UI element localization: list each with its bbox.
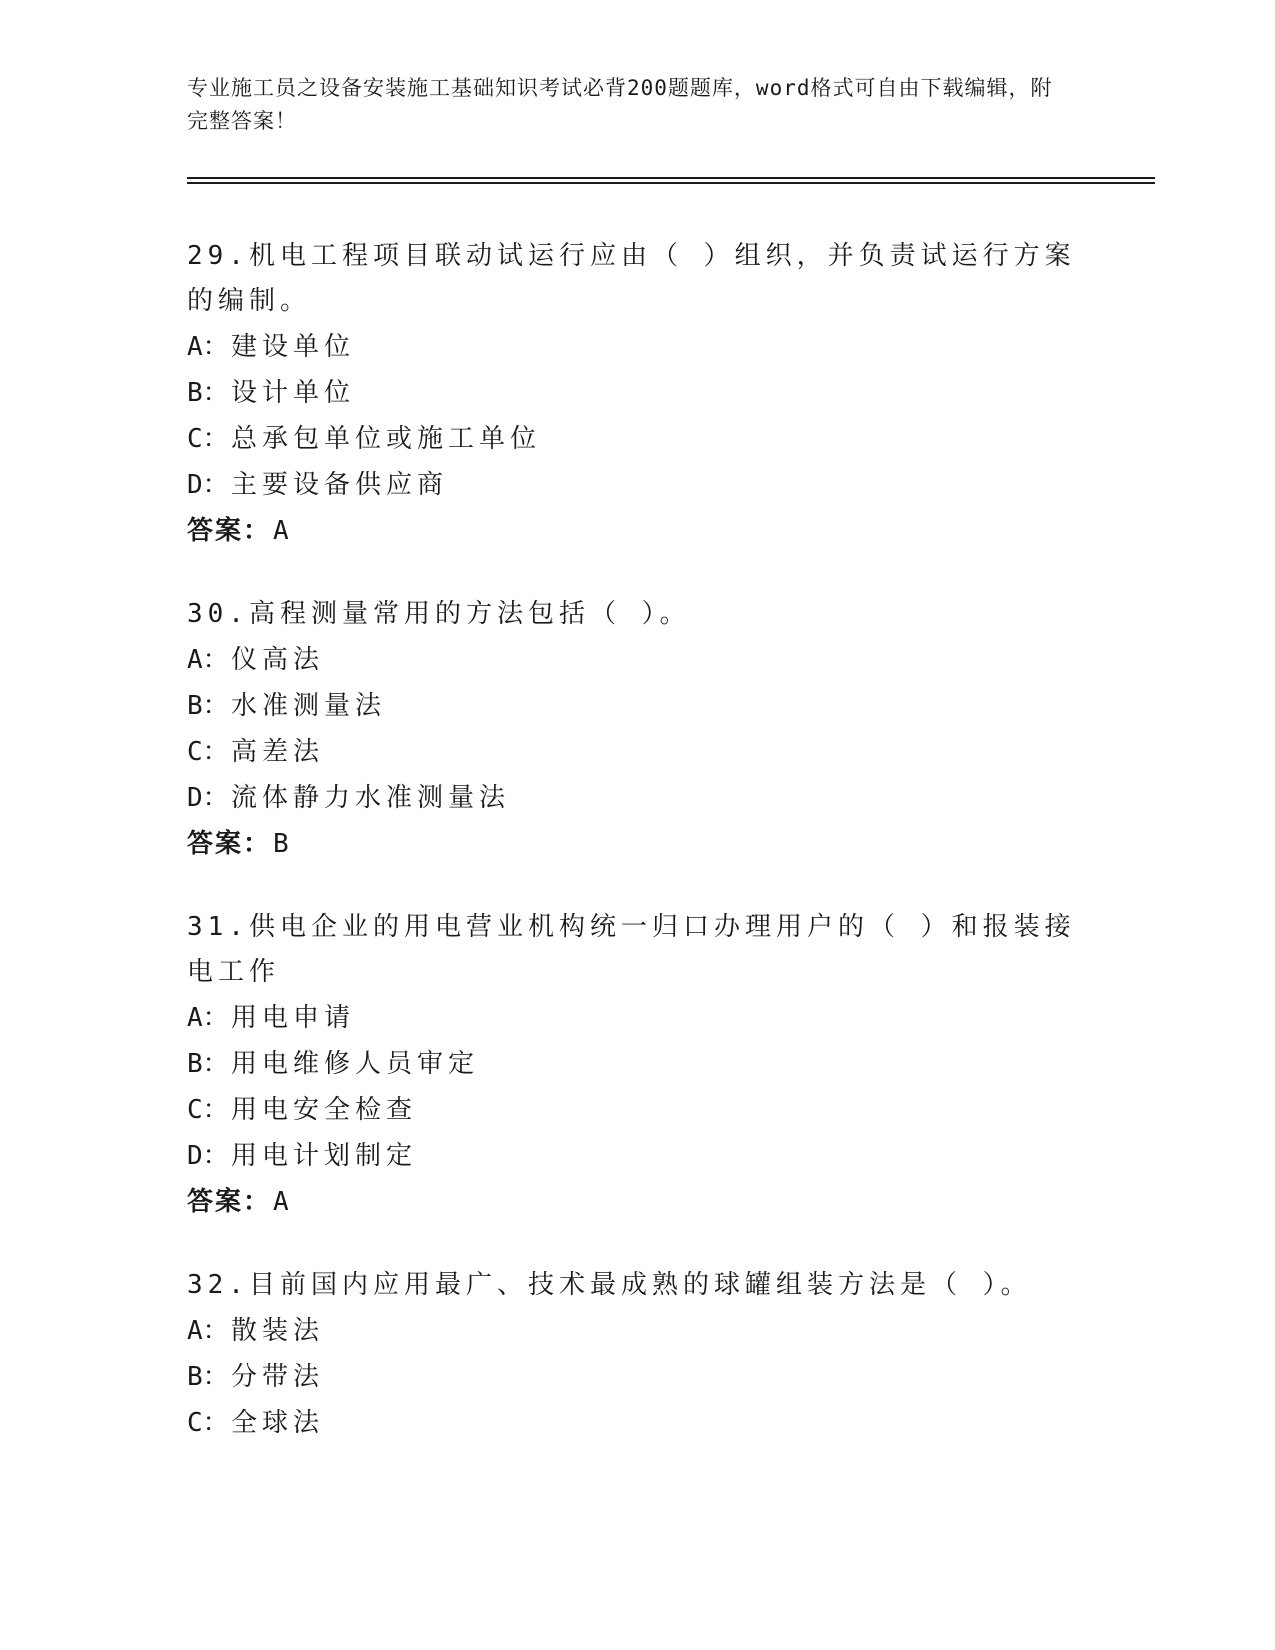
question-stem: 31.供电企业的用电营业机构统一归口办理用户的（ ）和报装接电工作 (187, 912, 1076, 987)
option-key: B： (187, 1362, 229, 1392)
option-a (187, 1308, 1087, 1354)
option-a (187, 324, 1087, 370)
option-c (187, 729, 1087, 775)
option-key: D： (187, 470, 229, 500)
option-d (187, 462, 1087, 508)
option-key: A： (187, 645, 229, 675)
option-a (187, 995, 1087, 1041)
option-key: C： (187, 737, 229, 767)
question-stem: 30.高程测量常用的方法包括（ ）。 (187, 599, 691, 629)
option-text: 全球法 (231, 1408, 325, 1438)
option-text: 仪高法 (231, 645, 325, 675)
question-29 (187, 234, 1087, 554)
question-30 (187, 592, 1087, 867)
option-b (187, 1041, 1087, 1087)
option-text: 散装法 (231, 1316, 325, 1346)
answer-label: 答案： (187, 1187, 272, 1217)
option-key: B： (187, 1049, 229, 1079)
option-text: 水准测量法 (231, 691, 387, 721)
question-31 (187, 905, 1087, 1225)
question-stem: 32.目前国内应用最广、技术最成熟的球罐组装方法是（ ）。 (187, 1270, 1032, 1300)
header-divider-bottom (187, 182, 1155, 184)
option-c (187, 1400, 1087, 1446)
option-text: 建设单位 (231, 332, 356, 362)
option-key: A： (187, 1003, 229, 1033)
option-text: 用电计划制定 (231, 1141, 418, 1171)
answer-label: 答案： (187, 516, 272, 546)
question-32 (187, 1263, 1087, 1446)
option-b (187, 683, 1087, 729)
option-text: 用电维修人员审定 (231, 1049, 480, 1079)
answer-value: B (273, 829, 291, 859)
option-text: 分带法 (231, 1362, 325, 1392)
option-key: A： (187, 332, 229, 362)
option-text: 用电申请 (231, 1003, 356, 1033)
question-stem: 29.机电工程项目联动试运行应由（ ）组织，并负责试运行方案的编制。 (187, 241, 1076, 316)
option-d (187, 775, 1087, 821)
answer-line (187, 508, 1087, 554)
option-key: C： (187, 1095, 229, 1125)
option-key: C： (187, 1408, 229, 1438)
question-list (187, 234, 1087, 1484)
header-divider-top (187, 177, 1155, 179)
option-text: 设计单位 (231, 378, 356, 408)
option-text: 主要设备供应商 (231, 470, 449, 500)
option-c (187, 416, 1087, 462)
option-c (187, 1087, 1087, 1133)
option-text: 流体静力水准测量法 (231, 783, 511, 813)
option-key: B： (187, 378, 229, 408)
option-key: D： (187, 783, 229, 813)
option-key: D： (187, 1141, 229, 1171)
option-a (187, 637, 1087, 683)
answer-label: 答案： (187, 829, 272, 859)
option-text: 用电安全检查 (231, 1095, 418, 1125)
answer-value: A (273, 1187, 291, 1217)
option-d (187, 1133, 1087, 1179)
answer-line (187, 821, 1087, 867)
option-b (187, 1354, 1087, 1400)
option-key: B： (187, 691, 229, 721)
answer-value: A (273, 516, 291, 546)
option-key: A： (187, 1316, 229, 1346)
option-key: C： (187, 424, 229, 454)
option-b (187, 370, 1087, 416)
option-text: 总承包单位或施工单位 (231, 424, 542, 454)
answer-line (187, 1179, 1087, 1225)
option-text: 高差法 (231, 737, 325, 767)
document-header: 专业施工员之设备安装施工基础知识考试必背200题题库，word格式可自由下载编辑，附完整答案！ (187, 76, 1053, 133)
